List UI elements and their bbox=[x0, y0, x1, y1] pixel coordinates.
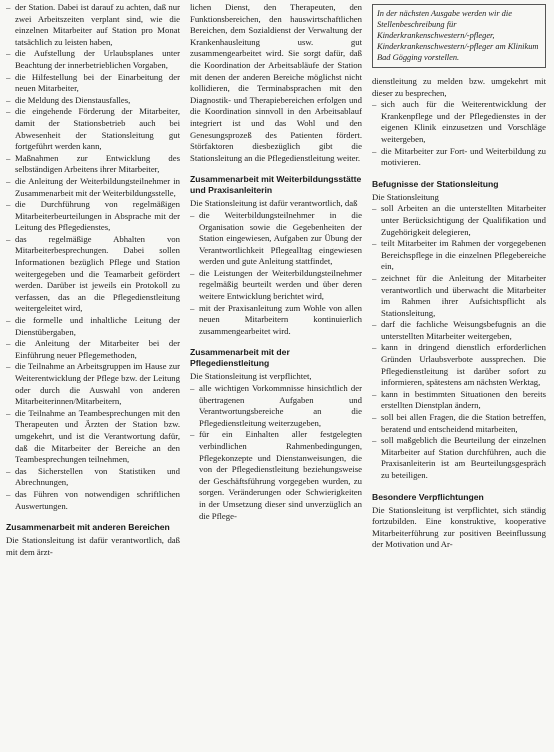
paragraph: Die Stationsleitung ist verpflichtet, bbox=[190, 371, 312, 382]
duties-list bbox=[372, 99, 546, 169]
list-item: – die Anleitung der Mitarbeiter bei der Einführung neuer Pflegemethoden, bbox=[6, 338, 180, 361]
list-item: – der Station. Dabei ist darauf zu achten, daß nur zwei Arbeitszeiten verplant sind, wie die einzelnen Mitarbeiter auf Station pro Monat tatsächlich zu leisten haben, bbox=[6, 2, 180, 48]
list-item: – die Teilnahme an Teambesprechungen mit den Therapeuten und Ärzten der Station bzw. umgekehrt, und ist die Verantwortung dafür, daß die Mitarbeiter der Bereiche an den Teambesprechungen teilnehmen, bbox=[6, 408, 180, 466]
list-item: – zeichnet für die Anleitung der Mitarbeiter verantwortlich und überwacht die Mitarbeiter im Rahmen ihrer Aufsichtspflicht als Stationsleitung, bbox=[372, 273, 546, 319]
list-item: – kann in bestimmten Situationen den bereits erstellten Dienstplan ändern, bbox=[372, 389, 546, 412]
paragraph: Die Stationsleitung bbox=[372, 191, 439, 202]
list-item: – kann in dringend dienstlich erforderlichen Gründen Urlaubsverbote aussprechen. Die Pflegedienstleitung ist darüber sofort zu informieren, spätestens am nächsten Werktag, bbox=[372, 342, 546, 388]
list-item: – soll maßgeblich die Beurteilung der einzelnen Mitarbeiter auf Station durchführen, auch die Praxisanleiterin ist am Beurteilungsgespräch zu beteiligen. bbox=[372, 435, 546, 481]
list-item: – sich auch für die Weiterentwicklung der Krankenpflege und der Pflegedienstes in der eigenen Klinik einzusetzen und Vorschläge weitergeben, bbox=[372, 99, 546, 145]
list-item: – die Durchführung von regelmäßigen Mitarbeiterbeurteilungen in Absprache mit der Leitung des Pflegedienstes, bbox=[6, 199, 180, 234]
list-item: – die Mitarbeiter zur Fort- und Weiterbildung zu motivieren. bbox=[372, 146, 546, 169]
list-item: – für ein Einhalten aller festgelegten verbindlichen Rahmenbedingungen, Pflegekonzepte und Dienstanweisungen, die von der Pflegedienstleitung beziehungsweise der Geschäftsführung vorgegeben wurden, zu sorgen. Veränderungen oder Schwierigkeiten in der Umsetzung dieser sind unverzüglich an die Pflege- bbox=[190, 429, 362, 522]
list-item: – die Meldung des Dienstausfalles, bbox=[6, 95, 180, 107]
list-item: – alle wichtigen Vorkommnisse hinsichtlich der übertragenen Aufgaben und Verantwortungsbereiche an die Pflegedienstleitung weiterzugeben, bbox=[190, 383, 362, 429]
section-heading: Zusammenarbeit mit anderen Bereichen bbox=[6, 522, 170, 533]
list-item: – das regelmäßige Abhalten von Mitarbeiterbesprechungen. Dabei sollen Informationen bezüglich Pflege und Station weitergegeben und die Teamarbeit gefördert werden. Darüber ist jeweils ein Protokoll zu verfassen, das an die Pflegedienstleitung weitergeleitet wird, bbox=[6, 234, 180, 315]
announcement-box: In der nächsten Ausgabe werden wir die Stellenbeschreibung für Kinderkrankenschwestern/-pfleger, Kinderkrankenschwestern/-pfleger am Klinikum Bad Gögging vorstellen. bbox=[372, 4, 546, 68]
list-item: – die Anleitung der Weiterbildungsteilnehmer in Zusammenarbeit mit der Weiterbildungsstelle, bbox=[6, 176, 180, 199]
list-item: – die eingehende Förderung der Mitarbeiter, damit der Stationsbetrieb auch bei Abwesenheit der Stationsleitung gut fortgeführt werden kann, bbox=[6, 106, 180, 152]
duties-list bbox=[190, 210, 362, 338]
list-item: – die Leistungen der Weiterbildungsteilnehmer regelmäßig beurteilt werden und über deren weitere Entwicklung berichtet wird, bbox=[190, 268, 362, 303]
list-item: – die Hilfestellung bei der Einarbeitung der neuen Mitarbeiter, bbox=[6, 72, 180, 95]
list-item: – Maßnahmen zur Entwicklung des selbständigen Arbeitens ihrer Mitarbeiter, bbox=[6, 153, 180, 176]
column-middle bbox=[190, 2, 362, 522]
list-item: – soll Arbeiten an die unterstellten Mitarbeiter unter Berücksichtigung der Qualifikation und Zugehörigkeit delegieren, bbox=[372, 203, 546, 238]
paragraph: Die Stationsleitung ist dafür verantwortlich, daß mit dem ärzt- bbox=[6, 535, 180, 557]
list-item: – die Teilnahme an Arbeitsgruppen im Hause zur Weiterentwicklung der Pflege bzw. der Leitung oder durch die Auswahl von anderen Mitarbeiterinnen/Mitarbeitern, bbox=[6, 361, 180, 407]
list-item: – darf die fachliche Weisungsbefugnis an die unterstellten Mitarbeiter weitergeben, bbox=[372, 319, 546, 342]
duties-list bbox=[190, 383, 362, 522]
duties-list bbox=[372, 203, 546, 481]
paragraph: lichen Dienst, den Therapeuten, den Funktionsbereichen, den hauswirtschaftlichen Bereichen, dem Sozialdienst der Verwaltung der Krankenhausleitung usw. gut zusammengearbeitet wird. Sie sorgt dafür, daß die Koordination der Arbeitsabläufe der Station mit denen der anderen Bereiche möglichst nicht kollidieren, die Terminabsprachen mit den Diagnostik- und Therapiebereichen erfolgen und die Koordination sinnvoll in den Arbeitsablauf integriert ist und das Wohl und den Genesungsprozeß des Patienten fördert. Störfaktoren diesbezüglich gibt die Stationsleitung an die Pflegedienstleitung weiter. bbox=[190, 2, 362, 163]
list-item: – das Führen von notwendigen schriftlichen Auswertungen. bbox=[6, 489, 180, 512]
section-heading: Befugnisse der Stationsleitung bbox=[372, 178, 499, 189]
list-item: – die Weiterbildungsteilnehmer in die Organisation sowie die Gegebenheiten der Station eingewiesen, Aufgaben zur Übung der Verantwortlichkeit Pflegealltag eingewiesen werden und gute Anleitung stattfindet, bbox=[190, 210, 362, 268]
paragraph: Die Stationsleitung ist dafür verantwortlich, daß bbox=[190, 198, 358, 209]
section-heading: Zusammenarbeit mit der Pflegedienstleitung bbox=[190, 347, 290, 369]
list-item: – mit der Praxisanleitung zum Wohle von allen neuen Mitarbeitern kontinuierlich zusammengearbeitet wird. bbox=[190, 303, 362, 338]
paragraph: Die Stationsleitung ist verpflichtet, sich ständig fortzubilden. Eine konstruktive, kooperative Mitarbeiterführung zur positiven Beeinflussung der Motivation und Ar- bbox=[372, 504, 546, 550]
list-item: – teilt Mitarbeiter im Rahmen der vorgegebenen Bereichspflege in die einzelnen Pflegebereiche ein, bbox=[372, 238, 546, 273]
paragraph: dienstleitung zu melden bzw. umgekehrt mit dieser zu besprechen, bbox=[372, 76, 546, 98]
list-item: – die formelle und inhaltliche Leitung der Dienstübergaben, bbox=[6, 315, 180, 338]
list-item: – das Sicherstellen von Statistiken und Abrechnungen, bbox=[6, 466, 180, 489]
duties-list bbox=[6, 2, 180, 512]
list-item: – soll bei allen Fragen, die die Station betreffen, beratend und entscheidend mitarbeiten, bbox=[372, 412, 546, 435]
section-heading: Besondere Verpflichtungen bbox=[372, 491, 484, 502]
list-item: – die Aufstellung der Urlaubsplanes unter Beachtung der innerbetrieblichen Vorgaben, bbox=[6, 48, 180, 71]
column-right bbox=[372, 2, 546, 551]
section-heading: Zusammenarbeit mit Weiterbildungsstätte und Praxisanleiterin bbox=[190, 174, 362, 196]
column-left bbox=[6, 2, 180, 558]
